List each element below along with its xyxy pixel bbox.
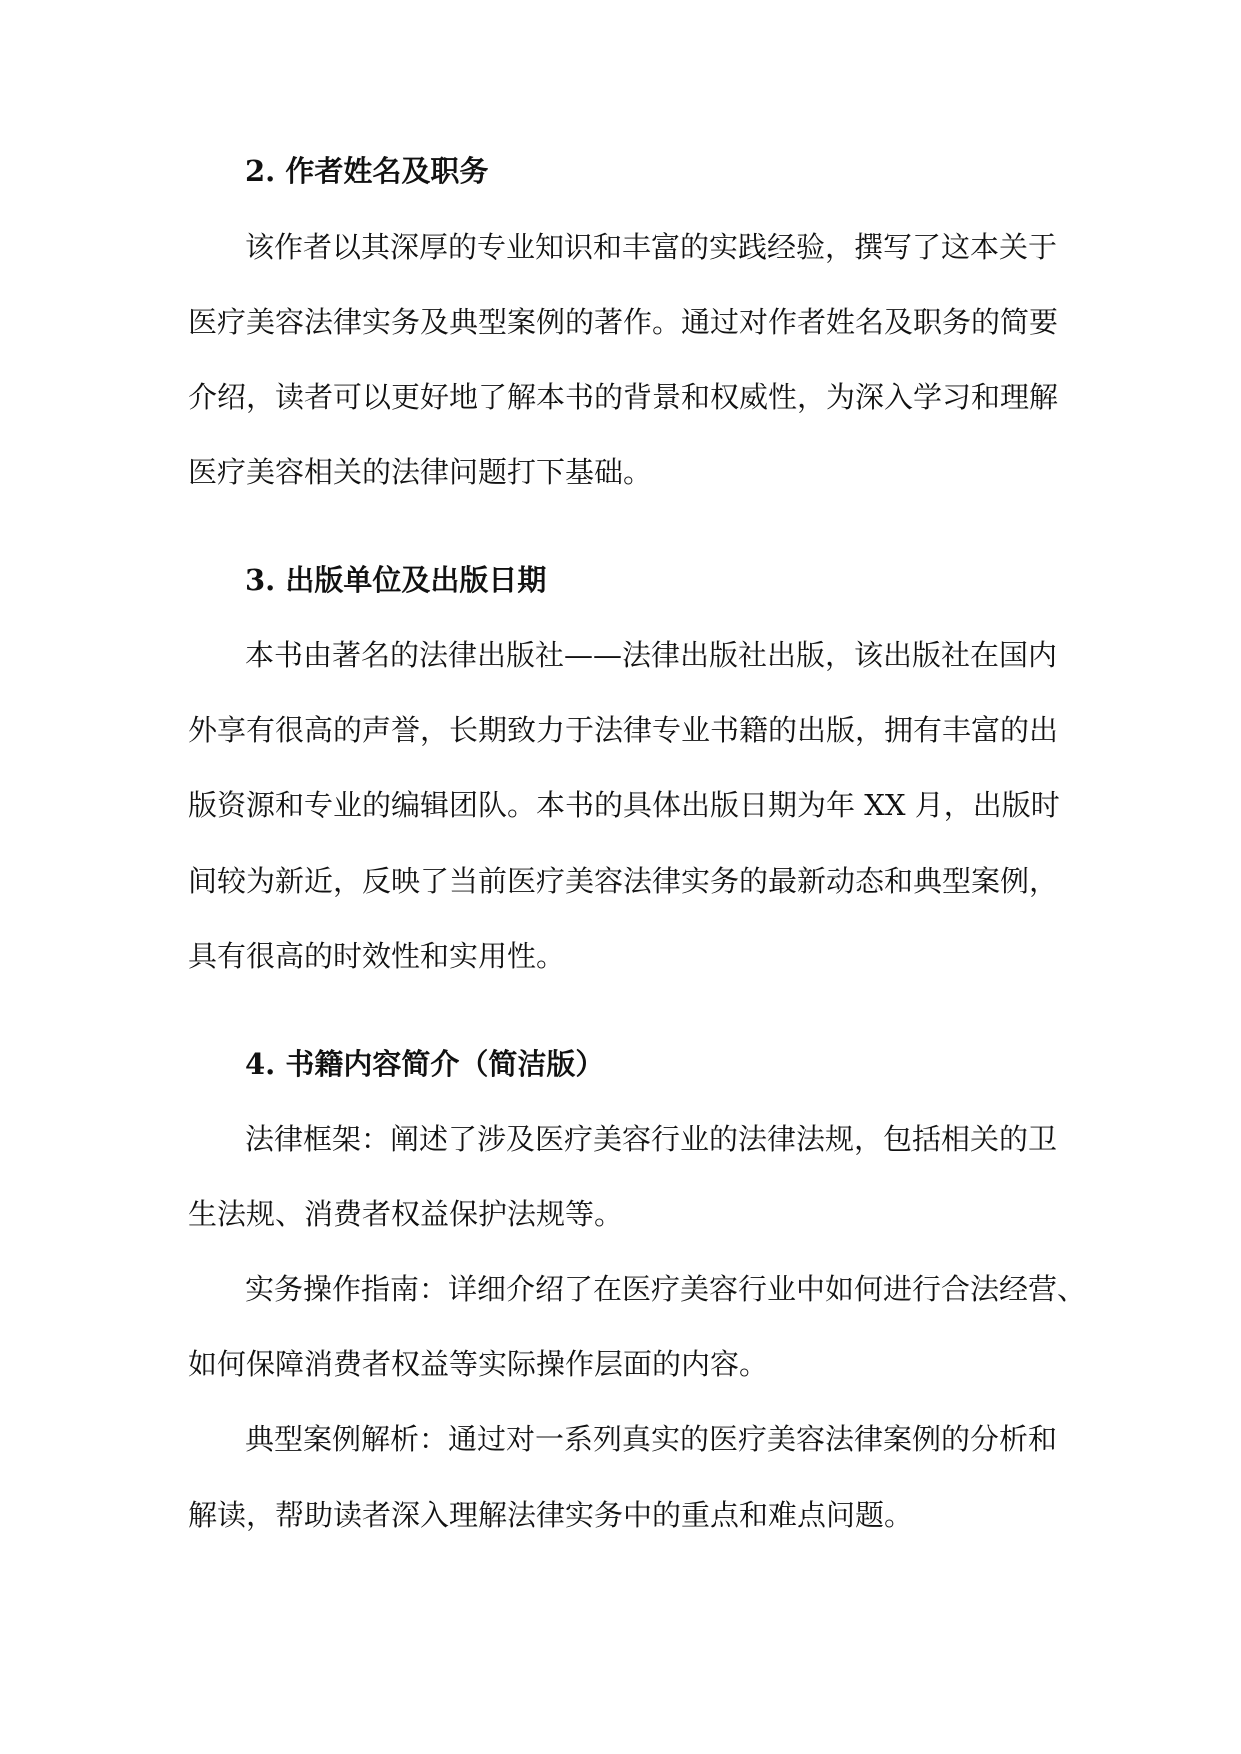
section-heading-author: 2. 作者姓名及职务 bbox=[245, 154, 489, 188]
paragraph-line: 医疗美容法律实务及典型案例的著作。通过对作者姓名及职务的简要 bbox=[188, 305, 1059, 339]
paragraph-line: 介绍，读者可以更好地了解本书的背景和权威性，为深入学习和理解 bbox=[188, 380, 1059, 414]
paragraph-line: 法律框架：阐述了涉及医疗美容行业的法律法规，包括相关的卫 bbox=[245, 1122, 1058, 1156]
paragraph-line: 实务操作指南：详细介绍了在医疗美容行业中如何进行合法经营、 bbox=[245, 1272, 1087, 1306]
paragraph-line: 典型案例解析：通过对一系列真实的医疗美容法律案例的分析和 bbox=[245, 1422, 1058, 1456]
paragraph-line: 生法规、消费者权益保护法规等。 bbox=[188, 1197, 624, 1231]
paragraph-line: 版资源和专业的编辑团队。本书的具体出版日期为年 XX 月，出版时 bbox=[188, 788, 1060, 822]
paragraph-line: 间较为新近，反映了当前医疗美容法律实务的最新动态和典型案例， bbox=[188, 864, 1059, 898]
paragraph-line: 外享有很高的声誉，长期致力于法律专业书籍的出版，拥有丰富的出 bbox=[188, 713, 1059, 747]
paragraph-line: 如何保障消费者权益等实际操作层面的内容。 bbox=[188, 1347, 769, 1381]
paragraph-line: 具有很高的时效性和实用性。 bbox=[188, 939, 566, 973]
paragraph-line: 本书由著名的法律出版社——法律出版社出版，该出版社在国内 bbox=[245, 638, 1058, 672]
section-heading-summary: 4. 书籍内容简介（简洁版） bbox=[245, 1047, 605, 1081]
section-heading-publisher: 3. 出版单位及出版日期 bbox=[245, 563, 547, 597]
paragraph-line: 医疗美容相关的法律问题打下基础。 bbox=[188, 455, 653, 489]
paragraph-line: 该作者以其深厚的专业知识和丰富的实践经验，撰写了这本关于 bbox=[245, 230, 1058, 264]
paragraph-line: 解读，帮助读者深入理解法律实务中的重点和难点问题。 bbox=[188, 1498, 914, 1532]
